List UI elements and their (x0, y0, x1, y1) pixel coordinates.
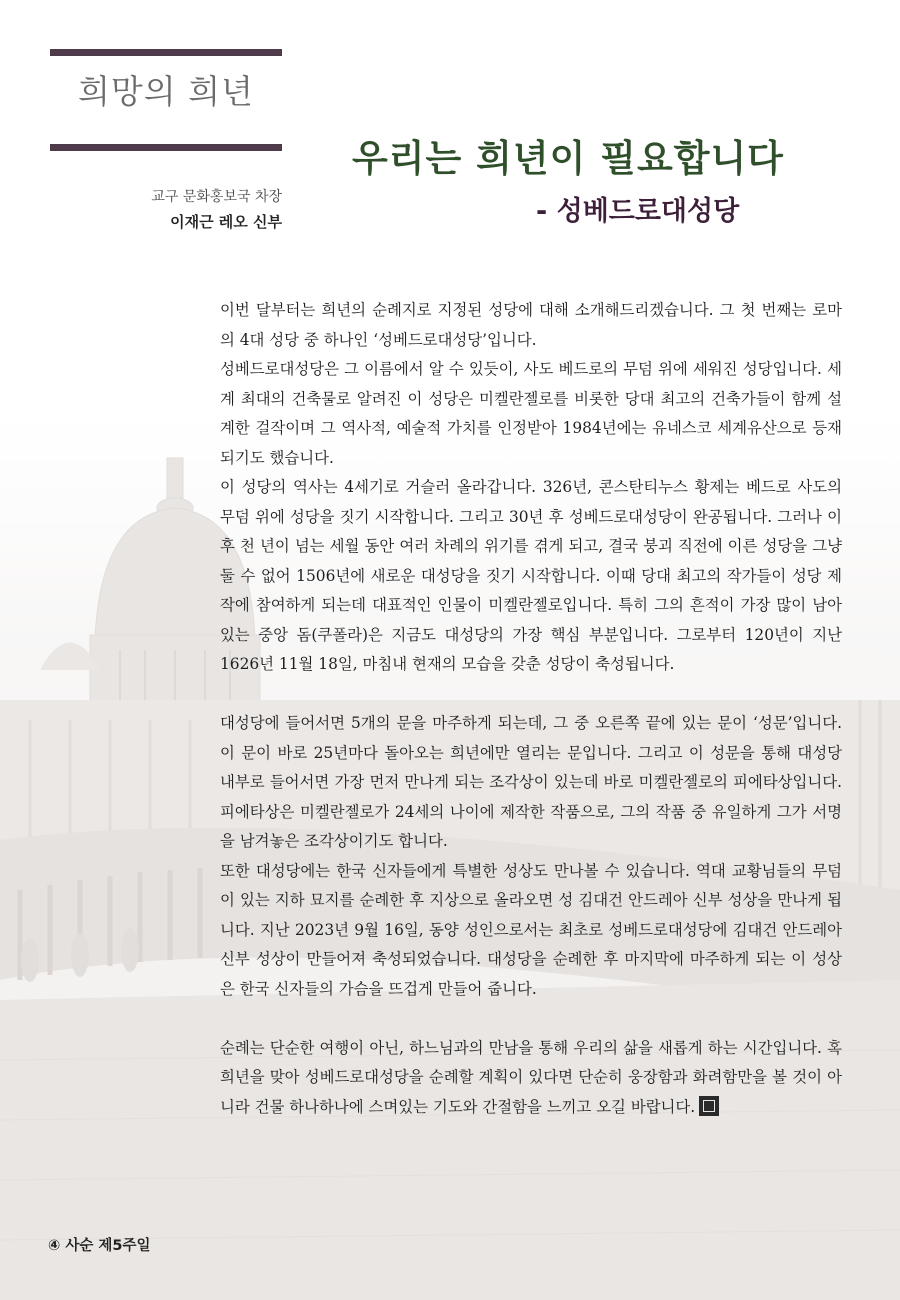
article-body (220, 296, 842, 1122)
section-bar-top (50, 49, 282, 56)
page-footer: ④ 사순 제5주일 (48, 1238, 151, 1254)
article-paragraph: 이번 달부터는 희년의 순례지로 지정된 성당에 대해 소개해드리겠습니다. 그 첫 번째는 로마의 4대 성당 중 하나인 ‘성베드로대성당’입니다. (220, 301, 842, 349)
author-role: 교구 문화홍보국 차장 (151, 189, 282, 205)
article-paragraph: 이 성당의 역사는 4세기로 거슬러 올라갑니다. 326년, 콘스탄티누스 황제는 베드로 사도의 무덤 위에 성당을 짓기 시작합니다. 그리고 30년 후 성베드로대성당이 완공됩니다. 그러나 이후 천 년이 넘는 세월 동안 여러 차례의 위기를 겪게 되고, 결국 붕괴 직전에 이른 성당을 그냥 둘 수 없어 1506년에 새로운 대성당을 짓기 시작합니다. 이때 당대 최고의 작가들이 성당 제작에 참여하게 되는데 대표적인 인물이 미켈란젤로입니다. 특히 그의 흔적이 가장 많이 남아있는 중앙 돔(쿠폴라)은 지금도 대성당의 가장 핵심 부분입니다. 그로부터 120년이 지난 1626년 11월 18일, 마침내 현재의 모습을 갖춘 성당이 축성됩니다. (220, 478, 842, 673)
article-paragraph: 대성당에 들어서면 5개의 문을 마주하게 되는데, 그 중 오른쪽 끝에 있는 문이 ‘성문’입니다. 이 문이 바로 25년마다 돌아오는 희년에만 열리는 문입니다. 그리고 이 성문을 통해 대성당 내부로 들어서면 가장 먼저 만나게 되는 조각상이 있는데 바로 미켈란젤로의 피에타상입니다. 피에타상은 미켈란젤로가 24세의 나이에 제작한 작품으로, 그의 작품 중 유일하게 그가 서명을 남겨놓은 조각상이기도 합니다. (220, 714, 843, 850)
section-title: 희망의 희년 (78, 72, 254, 111)
end-mark-icon (699, 1096, 719, 1116)
article-paragraph-text: 순례는 단순한 여행이 아닌, 하느님과의 만남을 통해 우리의 삶을 새롭게 하는 시간입니다. 혹 희년을 맞아 성베드로대성당을 순례할 계획이 있다면 단순히 웅장함과 화려함만을 볼 것이 아니라 건물 하나하나에 스며있는 기도와 간절함을 느끼고 오길 바랍니다. (220, 1038, 842, 1116)
headline-subtitle: - 성베드로대성당 (536, 196, 740, 227)
section-bar-bottom (50, 144, 282, 151)
headline-title: 우리는 희년이 필요합니다 (352, 137, 784, 180)
author-name: 이재근 레오 신부 (170, 213, 282, 231)
article-paragraph: 성베드로대성당은 그 이름에서 알 수 있듯이, 사도 베드로의 무덤 위에 세워진 성당입니다. 세계 최대의 건축물로 알려진 이 성당은 미켈란젤로를 비롯한 당대 최고의 건축가들이 함께 설계한 걸작이며 그 역사적, 예술적 가치를 인정받아 1984년에는 유네스코 세계유산으로 등재되기도 했습니다. (220, 360, 842, 467)
article-paragraph: 또한 대성당에는 한국 신자들에게 특별한 성상도 만나볼 수 있습니다. 역대 교황님들의 무덤이 있는 지하 묘지를 순례한 후 지상으로 올라오면 성 김대건 안드레아 신부 성상을 만나게 됩니다. 지난 2023년 9월 16일, 동양 성인으로서는 최초로 성베드로대성당에 김대건 안드레아 신부 성상이 만들어져 축성되었습니다. 대성당을 순례한 후 마지막에 마주하게 되는 이 성상은 한국 신자들의 가슴을 뜨겁게 만들어 줍니다. (220, 861, 842, 998)
article-paragraph-last (220, 1034, 842, 1123)
